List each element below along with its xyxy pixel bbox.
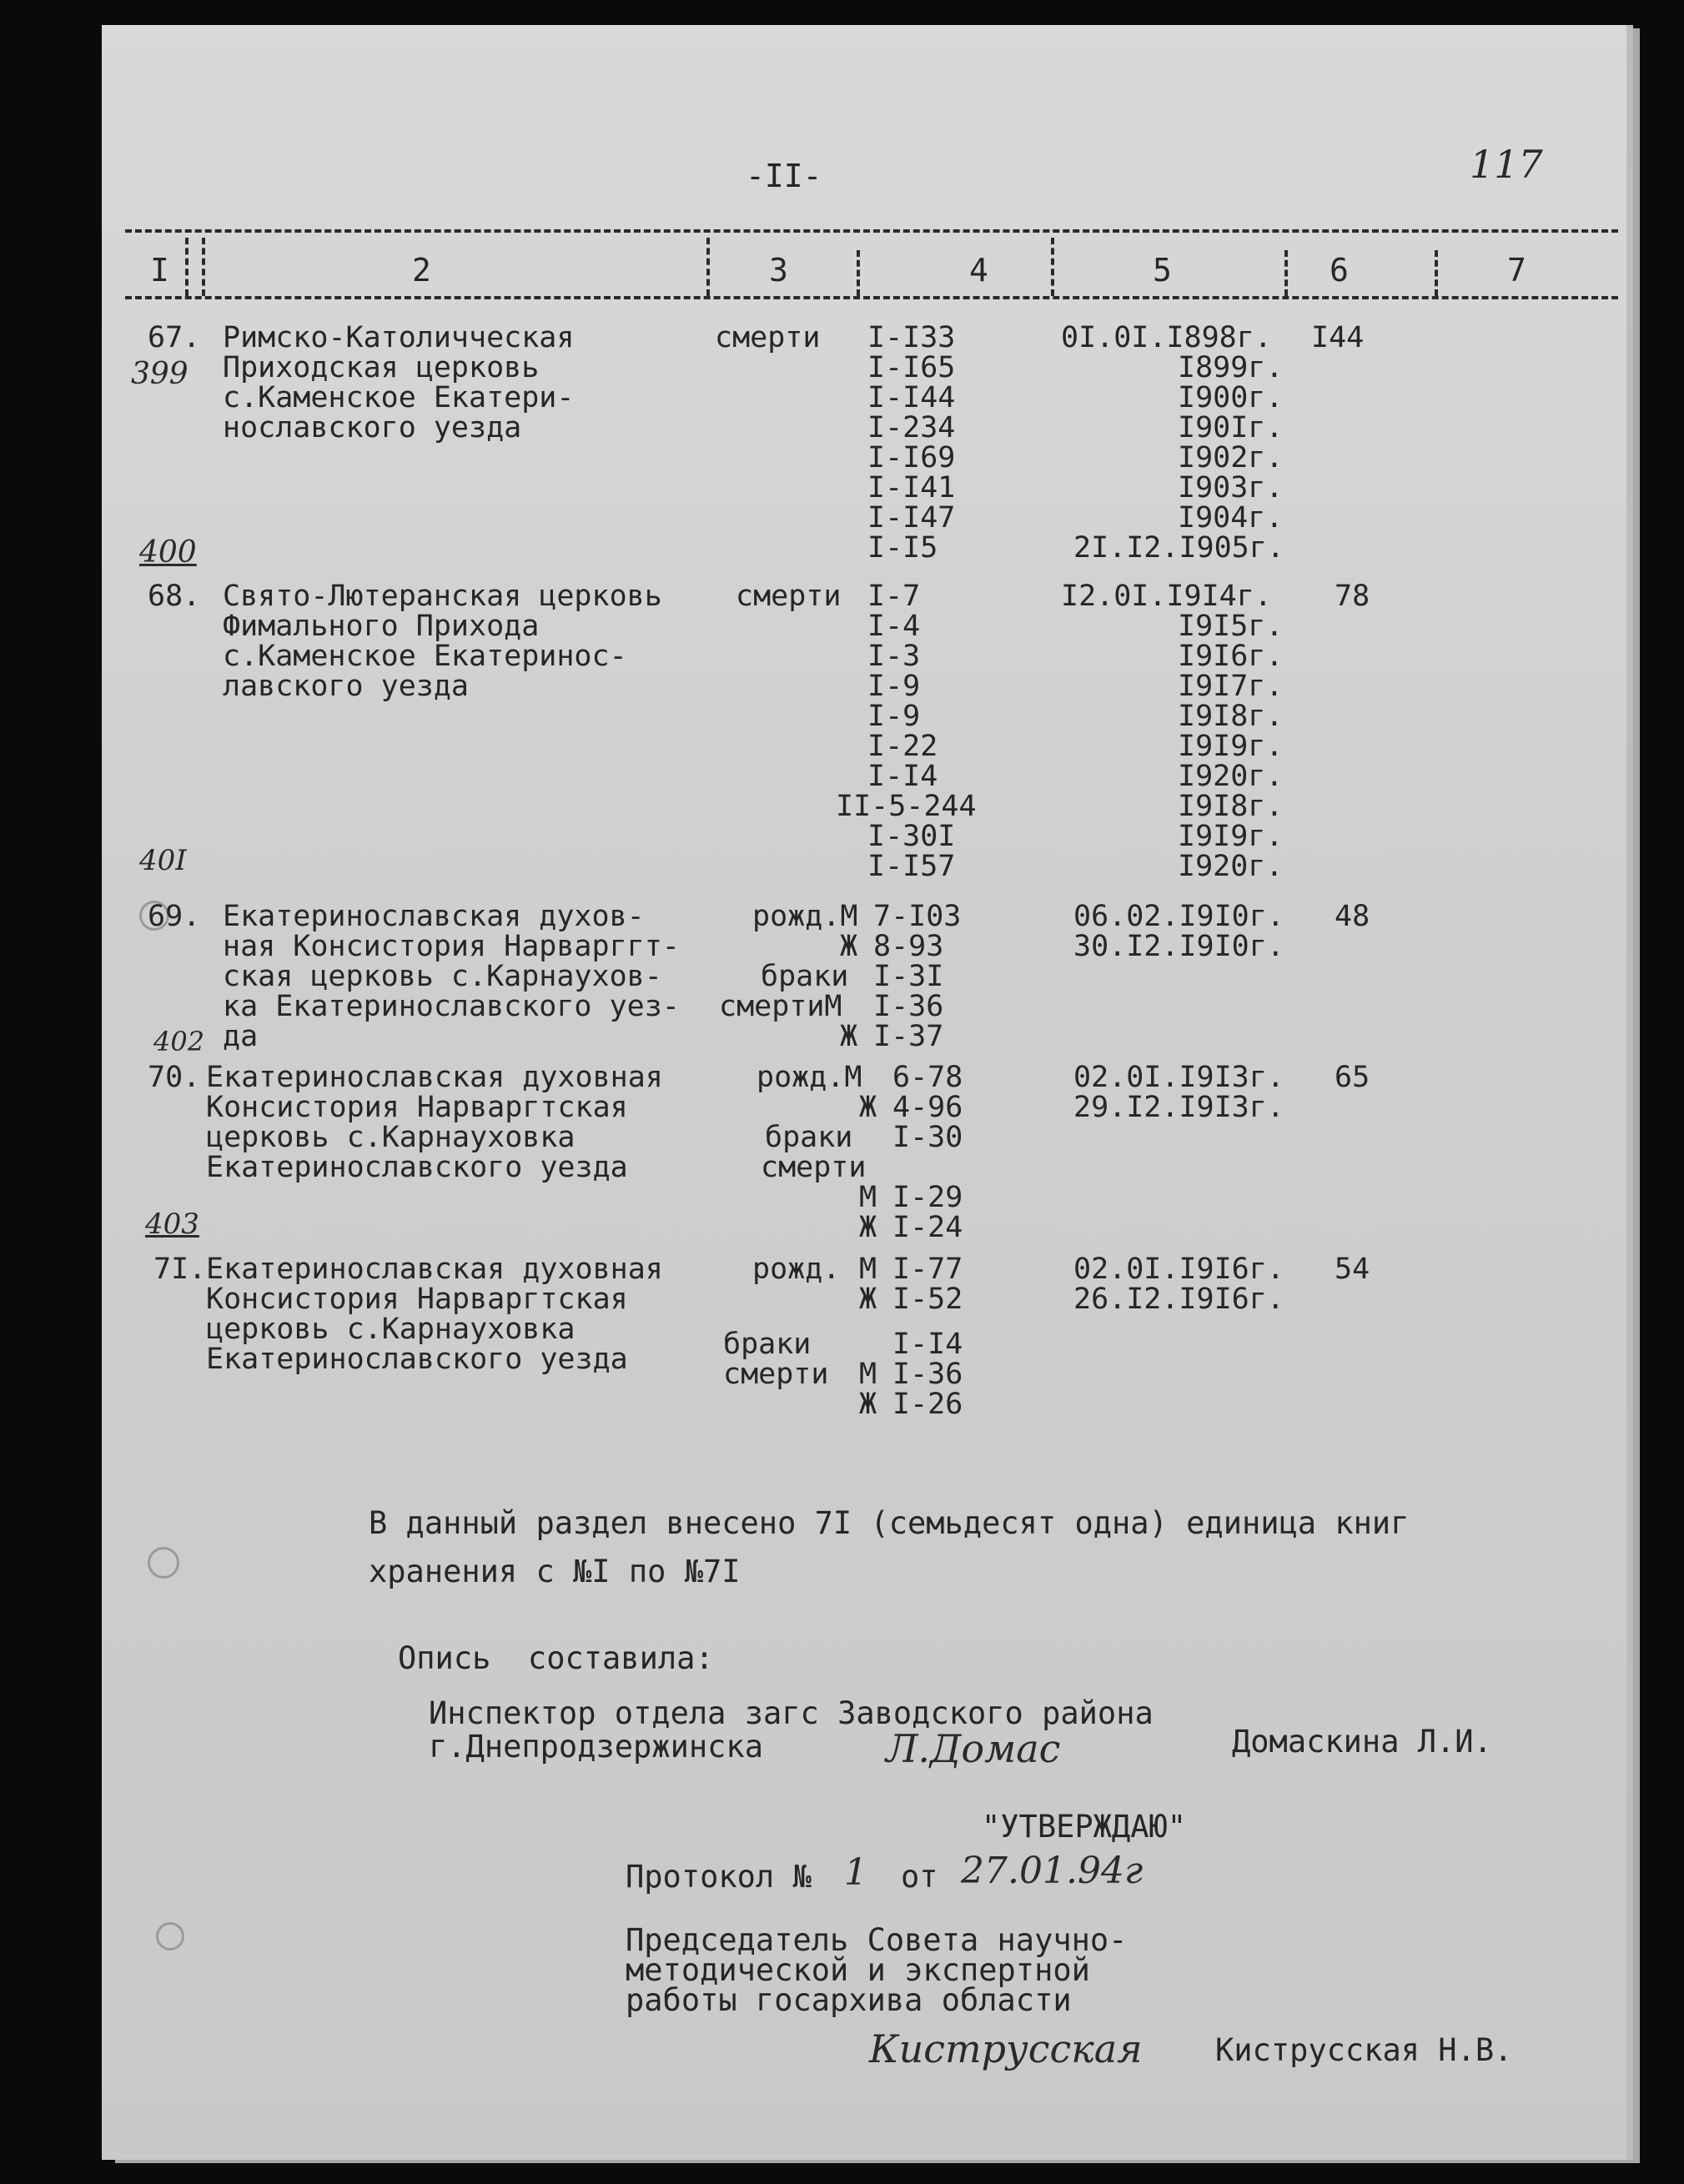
range: I-36: [892, 1358, 963, 1391]
range: 8-93: [873, 930, 944, 963]
inspector-signature: Л.Домас: [886, 1726, 1061, 1771]
range: I-I33: [867, 321, 956, 354]
date: I2.0I.I9I4г.: [1061, 580, 1272, 613]
column-divider: [202, 238, 205, 296]
range: I-I57: [867, 850, 956, 883]
count: 78: [1335, 580, 1370, 613]
record-type: М: [859, 1181, 877, 1214]
record-type: Ж: [840, 1020, 858, 1053]
range: I-29: [892, 1181, 963, 1214]
entry-name-line: с.Каменское Екатери-: [223, 381, 575, 414]
date: I9I8г.: [1178, 790, 1284, 823]
entry-name-line: ная Консистория Нарварггт-: [223, 930, 680, 963]
column-divider: [857, 250, 860, 296]
date: 02.0I.I9I3г.: [1073, 1061, 1284, 1094]
summary-line: В данный раздел внесено 7I (семьдесят одна) единица книг: [369, 1505, 1410, 1541]
entry-name-line: лавского уезда: [223, 670, 470, 703]
entry-number: 70.: [148, 1061, 201, 1094]
entry-name-line: Римско-Католичческая: [223, 321, 575, 354]
range: I-7: [867, 580, 921, 613]
table-top-rule: [125, 229, 1618, 233]
inspector-name: Домаскина Л.И.: [1232, 1724, 1492, 1760]
inspector-title: Инспектор отдела загс Заводского района: [429, 1695, 1154, 1731]
entry-name-line: Екатеринославского уезда: [206, 1151, 628, 1184]
column-divider: [1435, 250, 1438, 296]
date: 0I.0I.I898г.: [1061, 321, 1272, 354]
column-divider: [1284, 250, 1288, 296]
column-header: 2: [412, 252, 431, 289]
inspector-title: г.Днепродзержинска: [429, 1729, 763, 1765]
summary-line: хранения с №I по №7I: [369, 1554, 741, 1589]
date: I903г.: [1178, 471, 1284, 505]
range: 4-96: [892, 1091, 963, 1124]
range: I-36: [873, 990, 944, 1023]
entry-name-line: Консистория Нарваргтская: [206, 1091, 628, 1124]
record-type: рожд.М: [752, 900, 858, 933]
margin-note: 399: [131, 357, 189, 391]
range: I-30: [892, 1121, 963, 1154]
range: I-37: [873, 1020, 944, 1053]
sex-mark: М: [859, 1253, 877, 1286]
protocol-number: 1: [844, 1851, 867, 1894]
count: 54: [1335, 1253, 1370, 1286]
entry-name-line: Приходская церковь: [223, 351, 540, 384]
range: I-I5: [867, 531, 938, 565]
archive-page: [102, 25, 1626, 2160]
record-type: смерти: [723, 1358, 829, 1391]
chair-title: Председатель Совета научно-: [626, 1922, 1128, 1958]
date: I90Iг.: [1178, 411, 1284, 444]
column-header: 7: [1507, 252, 1526, 289]
range: I-I65: [867, 351, 956, 384]
entry-name-line: с.Каменское Екатеринос-: [223, 640, 627, 673]
record-type: Ж: [859, 1091, 877, 1124]
range: I-30I: [867, 820, 956, 853]
column-header: 5: [1153, 252, 1172, 289]
column-divider: [1051, 238, 1054, 296]
date: I902г.: [1178, 441, 1284, 474]
entry-name-line: Консистория Нарваргтская: [206, 1283, 628, 1316]
margin-note: 403: [145, 1207, 199, 1241]
record-type: Ж: [859, 1211, 877, 1244]
margin-note: 40I: [139, 844, 187, 877]
range: I-I4: [892, 1328, 963, 1361]
sex-mark: М: [859, 1358, 877, 1391]
date: 30.I2.I9I0г.: [1073, 930, 1284, 963]
range: I-3: [867, 640, 921, 673]
entry-name-line: Свято-Лютеранская церковь: [223, 580, 662, 613]
entry-name-line: Фимального Прихода: [223, 610, 540, 643]
entry-name-line: ская церковь с.Карнаухов-: [223, 960, 662, 993]
date: 06.02.I9I0г.: [1073, 900, 1284, 933]
column-divider: [706, 238, 710, 296]
record-type: смерти: [736, 580, 842, 613]
range: I-I69: [867, 441, 956, 474]
range: I-3I: [873, 960, 944, 993]
date: I9I7г.: [1178, 670, 1284, 703]
record-type: рожд.М: [757, 1061, 862, 1094]
chair-name: Киструсская Н.В.: [1215, 2032, 1513, 2068]
entry-name-line: ка Екатеринославского уез-: [223, 990, 680, 1023]
entry-name-line: Екатеринославского уезда: [206, 1343, 628, 1376]
range: 7-I03: [873, 900, 962, 933]
range: I-26: [892, 1388, 963, 1421]
record-type: браки: [765, 1121, 853, 1154]
range: I-234: [867, 411, 956, 444]
count: I44: [1311, 321, 1365, 354]
range: I-4: [867, 610, 921, 643]
range: I-I4: [867, 760, 938, 793]
protocol-date: 27.01.94г: [961, 1850, 1144, 1892]
date: I9I5г.: [1178, 610, 1284, 643]
entry-number: 7I.: [153, 1253, 207, 1286]
column-header: I: [150, 252, 169, 289]
approve-stamp-label: "УТВЕРЖДАЮ": [982, 1809, 1187, 1845]
range: II-5-244: [836, 790, 977, 823]
range: I-24: [892, 1211, 963, 1244]
entry-name-line: церковь с.Карнауховка: [206, 1121, 576, 1154]
date: I920г.: [1178, 850, 1284, 883]
chair-signature: Киструсская: [869, 2026, 1143, 2071]
range: I-22: [867, 730, 938, 763]
entry-name-line: да: [223, 1020, 259, 1053]
range: I-I41: [867, 471, 956, 505]
entry-number: 69.: [148, 900, 201, 933]
punch-hole: [148, 1547, 179, 1579]
column-header: 6: [1330, 252, 1349, 289]
column-header: 3: [769, 252, 788, 289]
sex-mark: Ж: [859, 1388, 877, 1421]
entry-number: 67.: [148, 321, 201, 354]
entry-name-line: Екатеринославская духов-: [223, 900, 645, 933]
date: I920г.: [1178, 760, 1284, 793]
entry-name-line: Екатеринославская духовная: [206, 1061, 663, 1094]
date: I904г.: [1178, 501, 1284, 535]
sheet-number: 117: [1470, 142, 1543, 187]
chair-title: работы госархива области: [626, 1982, 1072, 2018]
protocol-from: от: [901, 1859, 938, 1895]
range: I-I47: [867, 501, 956, 535]
range: I-I44: [867, 381, 956, 414]
chair-title: методической и экспертной: [626, 1952, 1090, 1988]
margin-note: 402: [153, 1026, 205, 1057]
record-type: смерти: [715, 321, 821, 354]
table-header-bottom-rule: [125, 296, 1618, 299]
record-type: смерти: [761, 1151, 867, 1184]
entry-name-line: нославского уезда: [223, 411, 522, 444]
date: 29.I2.I9I3г.: [1073, 1091, 1284, 1124]
count: 48: [1335, 900, 1370, 933]
margin-note: 400: [139, 535, 197, 570]
record-type: браки: [761, 960, 849, 993]
range: I-9: [867, 670, 921, 703]
date: 02.0I.I9I6г.: [1073, 1253, 1284, 1286]
date: I900г.: [1178, 381, 1284, 414]
entry-name-line: церковь с.Карнауховка: [206, 1313, 576, 1346]
entry-number: 68.: [148, 580, 201, 613]
range: I-77: [892, 1253, 963, 1286]
range: I-52: [892, 1283, 963, 1316]
entry-name-line: Екатеринославская духовная: [206, 1253, 663, 1286]
compiled-by-label: Опись составила:: [398, 1640, 714, 1676]
range: I-9: [867, 700, 921, 733]
record-type: рожд.: [752, 1253, 841, 1286]
record-type: браки: [723, 1328, 812, 1361]
count: 65: [1335, 1061, 1370, 1094]
record-type: смертиМ: [719, 990, 842, 1023]
date: I9I9г.: [1178, 730, 1284, 763]
column-divider: [185, 238, 189, 296]
page-number: -II-: [746, 158, 822, 194]
date: I9I6г.: [1178, 640, 1284, 673]
sex-mark: Ж: [859, 1283, 877, 1316]
date: I9I9г.: [1178, 820, 1284, 853]
column-header: 4: [969, 252, 988, 289]
protocol-label: Протокол №: [626, 1859, 812, 1895]
date: 2I.I2.I905г.: [1073, 531, 1284, 565]
date: I899г.: [1178, 351, 1284, 384]
date: 26.I2.I9I6г.: [1073, 1283, 1284, 1316]
punch-hole: [156, 1922, 184, 1951]
date: I9I8г.: [1178, 700, 1284, 733]
range: 6-78: [892, 1061, 963, 1094]
record-type: Ж: [840, 930, 858, 963]
